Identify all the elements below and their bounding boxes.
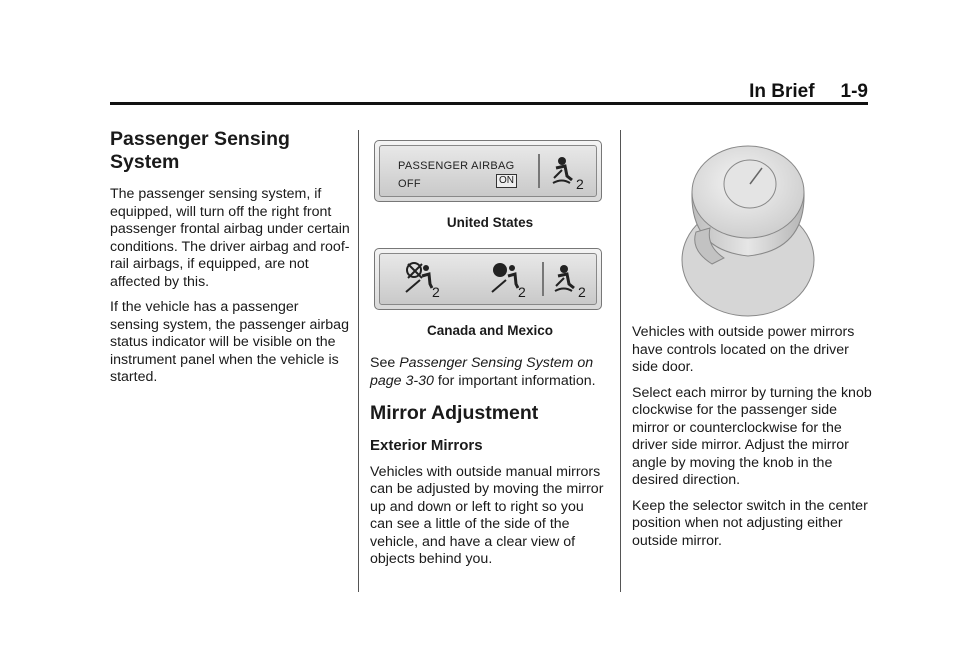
airbag-person-icon (550, 156, 576, 192)
icon-subscript: 2 (518, 283, 526, 300)
airbag-panel-us (374, 140, 602, 202)
panel-off-label: OFF (398, 178, 421, 190)
airbag-panel-canada (374, 248, 602, 310)
panel-label: PASSENGER AIRBAG (398, 160, 515, 172)
mirror-adjustment-heading: Mirror Adjustment (370, 402, 539, 424)
see-reference: See Passenger Sensing System on page 3-30 for important information. (370, 355, 596, 389)
page-header (110, 80, 868, 104)
column-airbag-indicator (370, 140, 610, 577)
header-page-number: 1-9 (840, 81, 868, 102)
column-passenger-sensing (110, 128, 350, 395)
airbag-on-icon (488, 262, 520, 302)
panel-on-label: ON (496, 174, 517, 188)
icon-subscript: 2 (432, 283, 440, 300)
paragraph: If the vehicle has a passenger sensing system, the passenger airbag status indicator will be visible on the instrument panel when the vehicle is started. (110, 299, 349, 385)
paragraph: Select each mirror by turning the knob clockwise for the passenger side mirror or counterclockwise for the driver side mirror. Adjust the mirror angle by moving the knob in the desired direction. (632, 384, 872, 488)
paragraph: Vehicles with outside power mirrors have controls located on the driver side door. (632, 324, 855, 375)
caption-us: United States (446, 215, 534, 230)
passenger-sensing-heading: Passenger Sensing System (110, 128, 290, 173)
paragraph: Keep the selector switch in the center position when not adjusting either outside mirror. (632, 497, 868, 549)
airbag-person-icon (552, 264, 578, 300)
caption-canada: Canada and Mexico (426, 322, 554, 338)
panel-divider (542, 262, 544, 296)
column-divider (358, 130, 359, 592)
icon-subscript: 2 (578, 283, 586, 300)
icon-subscript: 2 (576, 176, 584, 192)
paragraph: Vehicles with outside manual mirrors can be adjusted by moving the mirror up and down or left to right so you can see a little of the side of the vehicle, and have a clear view of objects behind you. (370, 463, 604, 567)
paragraph: The passenger sensing system, if equipped, will turn off the right front passenger frontal airbag under certain conditions. The driver airbag and roof-rail airbags, if equipped, are not affected by this. (110, 186, 350, 290)
column-power-mirrors (632, 140, 872, 558)
airbag-off-icon (402, 262, 434, 302)
header-section: In Brief (749, 81, 815, 102)
exterior-mirrors-heading: Exterior Mirrors (370, 437, 483, 454)
column-divider (620, 130, 621, 592)
mirror-knob-illustration (632, 140, 872, 324)
reference-link[interactable]: Passenger Sensing System on page 3-30 (370, 355, 594, 389)
header-rule (110, 102, 868, 105)
panel-divider (538, 154, 540, 188)
